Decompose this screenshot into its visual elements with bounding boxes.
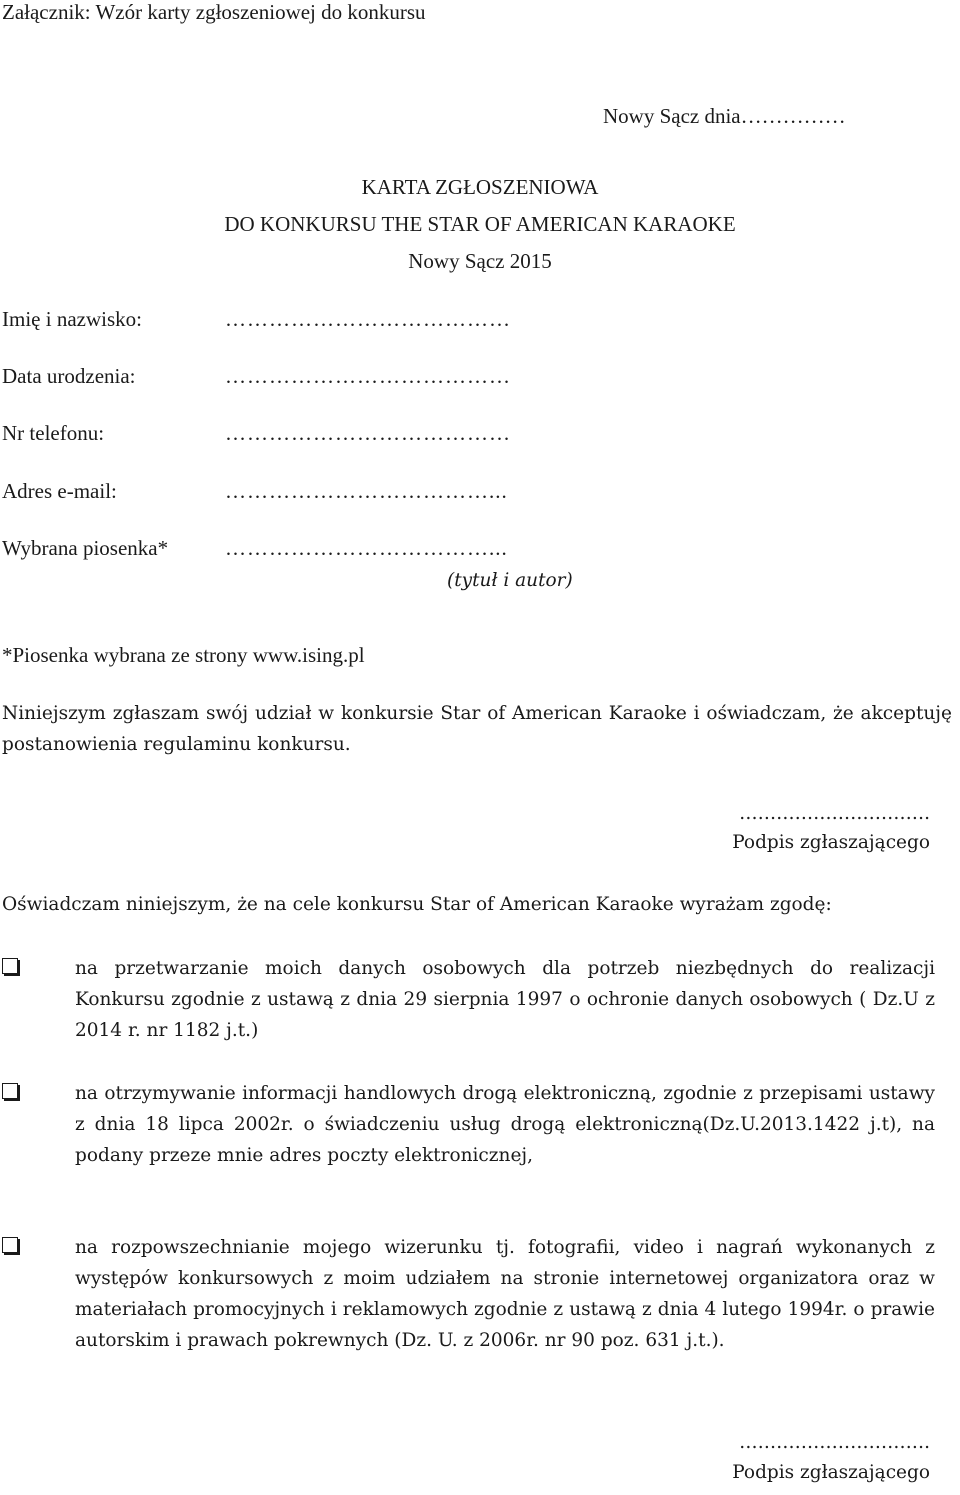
attachment-heading: Załącznik: Wzór karty zgłoszeniowej do konkursu	[2, 0, 426, 24]
field-label-song: Wybrana piosenka*	[2, 536, 169, 560]
song-footnote: *Piosenka wybrana ze strony www.ising.pl	[2, 643, 365, 667]
song-hint: (tytuł i autor)	[447, 570, 573, 591]
signature-dots-1[interactable]: ………………………….	[739, 803, 930, 824]
form-title-line3: Nowy Sącz 2015	[408, 249, 552, 273]
field-label-birthdate: Data urodzenia:	[2, 364, 136, 388]
field-phone-input[interactable]: …………………………………	[225, 421, 511, 445]
field-name-input[interactable]: …………………………………	[225, 307, 511, 331]
consent-checkbox-image-rights[interactable]	[2, 1237, 18, 1253]
signature-label-1: Podpis zgłaszającego	[732, 832, 930, 853]
field-song-input[interactable]: ………………………………...	[225, 536, 508, 560]
signature-dots-2[interactable]: ………………………….	[739, 1432, 930, 1453]
consent-text-image-rights: na rozpowszechnianie mojego wizerunku tj. fotografii, video i nagrań wykonanych z występów konkursowych z moim udziałem na stronie internetowej organizatora oraz w materiałach promocyjnych i reklamowych zgodnie z ustawą z dnia 4 lutego 1994r. o prawie autorskim i prawach pokrewnych (Dz. U. z 2006r. nr 90 poz. 631 j.t.).	[75, 1237, 935, 1351]
signature-label-2: Podpis zgłaszającego	[732, 1462, 930, 1483]
consent-checkbox-data-processing[interactable]	[2, 958, 18, 974]
form-title-line1: KARTA ZGŁOSZENIOWA	[361, 175, 599, 199]
form-title-line2: DO KONKURSU THE STAR OF AMERICAN KARAOKE	[224, 212, 736, 236]
field-birthdate-input[interactable]: …………………………………	[225, 364, 511, 388]
declaration-paragraph: Niniejszym zgłaszam swój udział w konkursie Star of American Karaoke i oświadczam, że akceptuję postanowienia regulaminu konkursu.	[2, 703, 952, 755]
field-label-name: Imię i nazwisko:	[2, 307, 142, 331]
consent-text-data-processing: na przetwarzanie moich danych osobowych dla potrzeb niezbędnych do realizacji Konkursu zgodnie z ustawą z dnia 29 sierpnia 1997 o ochronie danych osobowych ( Dz.U z 2014 r. nr 1182 j.t.)	[75, 958, 935, 1041]
field-label-email: Adres e-mail:	[2, 479, 117, 503]
field-label-phone: Nr telefonu:	[2, 421, 105, 445]
consent-intro: Oświadczam niniejszym, że na cele konkursu Star of American Karaoke wyrażam zgodę:	[2, 894, 832, 915]
place-date: Nowy Sącz dnia……………	[603, 104, 846, 128]
consent-text-commercial-info: na otrzymywanie informacji handlowych drogą elektroniczną, zgodnie z przepisami ustawy z dnia 18 lipca 2002r. o świadczeniu usług drogą elektroniczną(Dz.U.2013.1422 j.t), na podany przeze mnie adres poczty elektronicznej,	[75, 1083, 935, 1166]
field-email-input[interactable]: ………………………………...	[225, 479, 508, 503]
consent-checkbox-commercial-info[interactable]	[2, 1083, 18, 1099]
